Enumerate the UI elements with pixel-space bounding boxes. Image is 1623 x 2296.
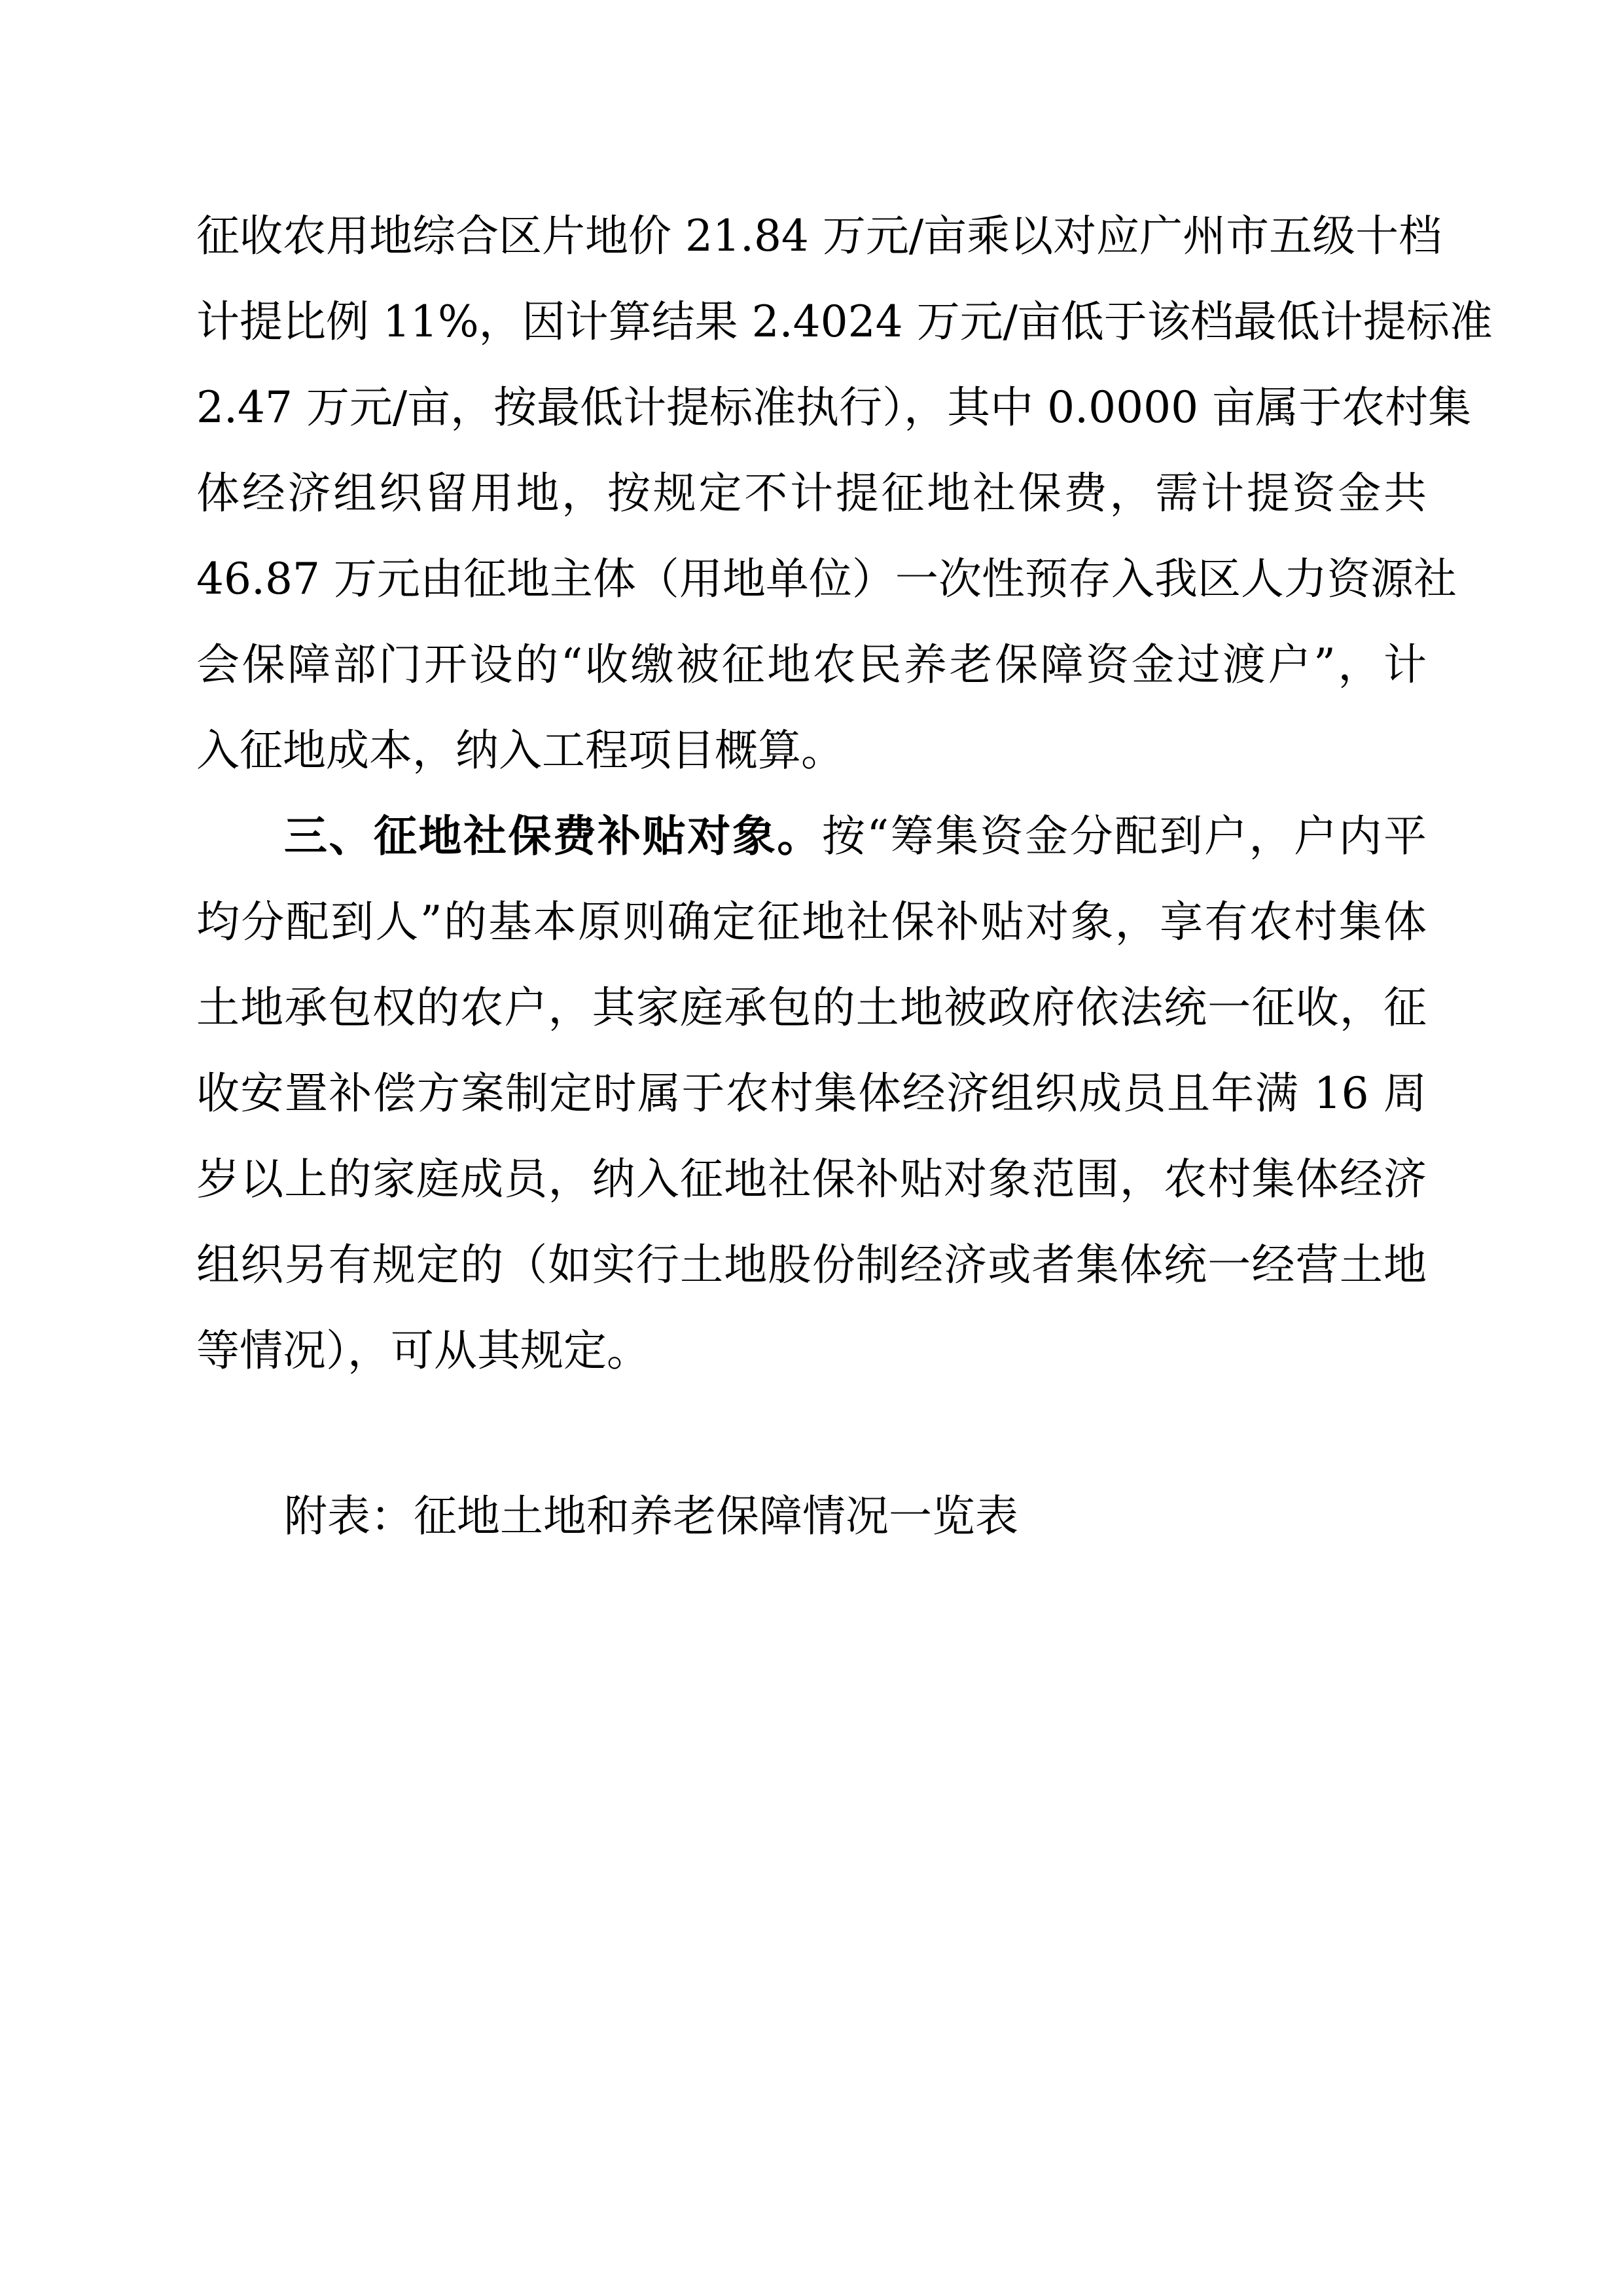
text-line: 计提比例 11%，因计算结果 2.4024 万元/亩低于该档最低计提标准: [196, 296, 1493, 347]
text-line: 收安置补偿方案制定时属于农村集体经济组织成员且年满 16 周: [196, 1068, 1427, 1119]
text-span: 按“筹集资金分配到户，户内平: [821, 811, 1427, 861]
text-line: 46.87 万元由征地主体（用地单位）一次性预存入我区人力资源社: [196, 554, 1457, 604]
text-line: 组织另有规定的（如实行土地股份制经济或者集体统一经营土地: [196, 1240, 1427, 1290]
text-line: 等情况），可从其规定。: [196, 1325, 650, 1376]
text-line: 会保障部门开设的“收缴被征地农民养老保障资金过渡户”，计: [196, 639, 1427, 690]
paragraph-social-security-fee: [196, 193, 1493, 793]
text-line: 岁以上的家庭成员，纳入征地社保补贴对象范围，农村集体经济: [196, 1154, 1427, 1204]
section-heading: 三、征地社保费补贴对象。: [284, 810, 822, 861]
document-page: [196, 193, 1493, 1559]
text-line: 土地承包权的农户，其家庭承包的土地被政府依法统一征收，征: [196, 982, 1427, 1033]
text-line: 体经济组织留用地，按规定不计提征地社保费，需计提资金共: [196, 468, 1427, 518]
text-line: 2.47 万元/亩，按最低计提标准执行），其中 0.0000 亩属于农村集: [196, 382, 1472, 433]
text-line: 入征地成本，纳入工程项目概算。: [196, 725, 844, 776]
appendix-note: 附表：征地土地和养老保障情况一览表: [284, 1491, 1018, 1541]
text-line: 均分配到人”的基本原则确定征地社保补贴对象，享有农村集体: [196, 897, 1427, 947]
text-line: [196, 793, 1427, 879]
paragraph-subsidy-recipients: [196, 793, 1427, 1393]
text-line: 征收农用地综合区片地价 21.84 万元/亩乘以对应广州市五级十档: [196, 211, 1442, 261]
spacer: [196, 1393, 1427, 1473]
